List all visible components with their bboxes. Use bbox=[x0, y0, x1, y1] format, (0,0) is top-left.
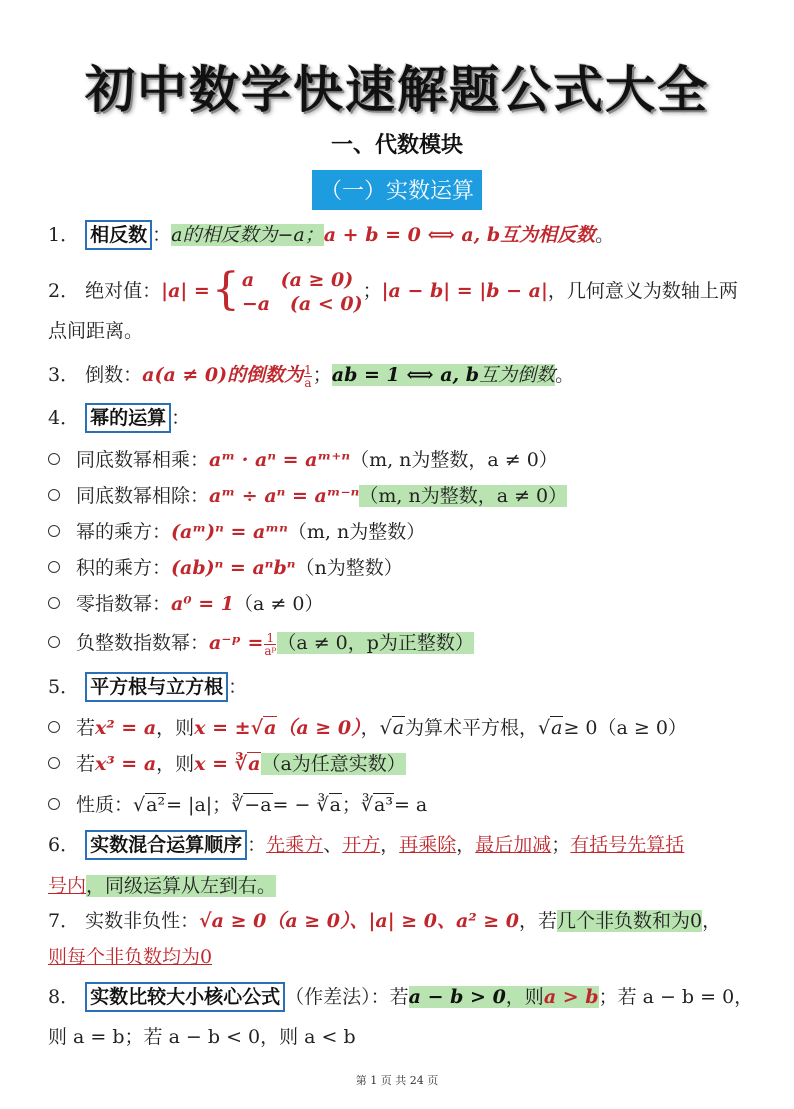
rule-note: （n为整数） bbox=[295, 557, 403, 579]
circle-bullet-icon bbox=[48, 757, 60, 769]
denominator: aᵖ bbox=[264, 643, 277, 658]
rule-text: ，则 bbox=[156, 753, 195, 775]
radicand: a² bbox=[146, 794, 166, 816]
rule-note: （a ≠ 0） bbox=[234, 593, 324, 615]
formula-text: 互为倒数 bbox=[479, 364, 556, 386]
formula-condition: （a ≥ 0） bbox=[277, 717, 361, 739]
rule-note: （m, n为整数，a ≠ 0） bbox=[350, 449, 558, 471]
step-text: 开方 bbox=[342, 834, 381, 856]
step-text: 最后加减 bbox=[475, 834, 552, 856]
formula-part: x = ∛ bbox=[194, 753, 248, 775]
keyword-box: 实数比较大小核心公式 bbox=[85, 982, 285, 1012]
item-text: ，则 bbox=[505, 986, 544, 1008]
rule-label: 积的乘方： bbox=[76, 557, 172, 579]
colon: ： bbox=[171, 407, 191, 429]
formula-lhs: |a| = bbox=[161, 280, 210, 302]
item-continuation bbox=[48, 942, 764, 972]
rule-note: （m, n为整数，a ≠ 0） bbox=[359, 485, 568, 507]
power-rule bbox=[48, 553, 764, 583]
item-number: 4． bbox=[48, 407, 80, 429]
keyword-box: 幂的运算 bbox=[85, 403, 171, 433]
radical-sign: √ bbox=[133, 794, 146, 816]
item-number: 2． bbox=[48, 280, 80, 302]
formula: a(a ≠ 0)的倒数为 bbox=[142, 364, 304, 386]
formula: a − b > 0 bbox=[408, 986, 506, 1008]
item-label: 绝对值： bbox=[85, 280, 162, 302]
rule-text: ；∛ bbox=[341, 794, 373, 816]
item-text: ；若 a − b = 0， bbox=[598, 986, 754, 1008]
item-number: 5． bbox=[48, 676, 80, 698]
formula bbox=[194, 752, 261, 775]
colon: ： bbox=[228, 676, 248, 698]
page-footer: 第 1 页 共 24 页 bbox=[355, 1074, 439, 1087]
separator: ； bbox=[551, 834, 571, 856]
section-heading: （一）实数运算 bbox=[312, 170, 482, 210]
rule-text: 性质： bbox=[76, 794, 134, 816]
module-heading: 一、代数模块 bbox=[330, 133, 463, 158]
formula: aᵐ · aⁿ = aᵐ⁺ⁿ bbox=[209, 449, 351, 471]
separator: ， bbox=[702, 910, 722, 932]
circle-bullet-icon bbox=[48, 798, 60, 810]
highlight-definition: a的相反数为−a； bbox=[171, 224, 324, 246]
highlight-formula bbox=[332, 364, 555, 386]
keyword-box: 实数混合运算顺序 bbox=[85, 830, 247, 860]
formula: a + b = 0 ⟺ a, b互为相反数 bbox=[323, 224, 596, 246]
formula: √a ≥ 0（a ≥ 0）、|a| ≥ 0、a² ≥ 0 bbox=[199, 910, 520, 932]
separator: ， bbox=[360, 717, 380, 739]
item-comparison bbox=[48, 982, 764, 1012]
radicand: a bbox=[551, 717, 563, 739]
item-text: ，几何意义为数轴上两 bbox=[547, 280, 738, 302]
power-rule bbox=[48, 445, 764, 475]
circle-bullet-icon bbox=[48, 721, 60, 733]
root-rule bbox=[48, 790, 764, 820]
rule-text: 为算术平方根， bbox=[405, 717, 539, 739]
power-rule bbox=[48, 628, 764, 658]
step-text: 有括号先算括 bbox=[570, 834, 685, 856]
separator: ； bbox=[312, 364, 332, 386]
item-reciprocal bbox=[48, 360, 764, 390]
fraction bbox=[264, 632, 276, 657]
conclusion-text: 则每个非负数均为0 bbox=[48, 946, 213, 968]
separator: ， bbox=[456, 834, 476, 856]
left-brace-icon: { bbox=[211, 264, 240, 315]
item-powers bbox=[48, 403, 764, 433]
formula: a⁻ᵖ = bbox=[209, 632, 264, 654]
rule-text: 若 bbox=[76, 717, 96, 739]
formula: a > b bbox=[543, 986, 599, 1008]
numerator: 1 bbox=[304, 362, 312, 377]
item-number: 6． bbox=[48, 834, 80, 856]
item-number: 7． bbox=[48, 910, 80, 932]
circle-bullet-icon bbox=[48, 597, 60, 609]
rule-note: （m, n为整数） bbox=[287, 521, 426, 543]
formula: x³ = a bbox=[95, 753, 157, 775]
circle-bullet-icon bbox=[48, 525, 60, 537]
rule-label: 幂的乘方： bbox=[76, 521, 172, 543]
rule-text: = |a|；∛ bbox=[166, 794, 244, 816]
power-rule bbox=[48, 589, 764, 619]
item-label: 实数非负性： bbox=[85, 910, 200, 932]
numerator: 1 bbox=[264, 632, 276, 645]
radicand: −a bbox=[244, 794, 272, 816]
rule-label: 负整数指数幂： bbox=[76, 632, 210, 654]
fraction bbox=[304, 364, 312, 389]
formula: x² = a bbox=[95, 717, 157, 739]
item-roots bbox=[48, 672, 764, 702]
rule-note: （a为任意实数） bbox=[261, 753, 406, 775]
item-text: ，若 bbox=[519, 910, 558, 932]
circle-bullet-icon bbox=[48, 453, 60, 465]
step-text: 再乘除 bbox=[399, 834, 457, 856]
circle-bullet-icon bbox=[48, 636, 60, 648]
power-rule bbox=[48, 481, 764, 511]
power-rule bbox=[48, 517, 764, 547]
item-continuation: 则 a = b；若 a − b < 0，则 a < b bbox=[48, 1026, 356, 1048]
separator: ， bbox=[380, 834, 400, 856]
colon: ： bbox=[152, 224, 172, 246]
period: 。 bbox=[555, 364, 575, 386]
rule-note: （a ≠ 0，p为正整数） bbox=[277, 632, 474, 654]
formula-part: x = ± bbox=[194, 717, 251, 739]
radicand: a bbox=[248, 753, 261, 775]
piecewise-cases bbox=[242, 268, 363, 316]
rule-label: 同底数幂相除： bbox=[76, 485, 210, 507]
item-order-of-operations bbox=[48, 830, 764, 860]
item-non-negativity bbox=[48, 906, 764, 936]
item-opposite-number bbox=[48, 220, 764, 250]
keyword-box: 平方根与立方根 bbox=[85, 672, 228, 702]
item-continuation bbox=[48, 871, 764, 901]
page-title: 初中数学快速解题公式大全 bbox=[85, 61, 709, 119]
formula: a⁰ = 1 bbox=[171, 593, 235, 615]
radicand: a bbox=[264, 717, 277, 739]
formula: ab = 1 ⟺ a, b bbox=[331, 364, 480, 386]
item-number: 3． bbox=[48, 364, 80, 386]
radicand: a³ bbox=[374, 794, 393, 816]
item-absolute-value bbox=[48, 264, 764, 316]
item-number: 1． bbox=[48, 224, 80, 246]
rule-text: = a bbox=[393, 794, 428, 816]
radicand: a bbox=[392, 717, 405, 739]
rule-label: 零指数幂： bbox=[76, 593, 172, 615]
colon: ： bbox=[247, 834, 267, 856]
root-rule bbox=[48, 749, 764, 779]
separator: ； bbox=[362, 280, 382, 302]
highlight-formula bbox=[409, 986, 599, 1008]
period: 。 bbox=[595, 224, 615, 246]
rule-text: 若 bbox=[76, 753, 96, 775]
rule-text: ，则 bbox=[156, 717, 195, 739]
highlight-text: ，同级运算从左到右。 bbox=[86, 875, 277, 897]
item-continuation: 点间距离。 bbox=[48, 320, 144, 342]
case-condition: (a < 0) bbox=[289, 293, 363, 315]
case-condition: (a ≥ 0) bbox=[280, 269, 354, 291]
keyword-box: 相反数 bbox=[85, 220, 152, 250]
root-rule: 若x² = a，则x = ±√a（a ≥ 0），√a为算术平方根，√a≥ 0（a ≥ 0） bbox=[48, 713, 764, 743]
step-text: 先乘方 bbox=[266, 834, 324, 856]
highlight-text: 几个非负数和为0 bbox=[557, 910, 703, 932]
radicand: a bbox=[329, 794, 341, 816]
denominator: a bbox=[304, 375, 312, 390]
formula: aᵐ ÷ aⁿ = aᵐ⁻ⁿ bbox=[209, 485, 360, 507]
item-text: （作差法）：若 bbox=[285, 986, 409, 1008]
item-label: 倒数： bbox=[85, 364, 143, 386]
section-heading-wrap bbox=[0, 170, 794, 210]
case-value: −a bbox=[241, 293, 271, 315]
item-number: 8． bbox=[48, 986, 80, 1008]
separator: 、 bbox=[323, 834, 343, 856]
rule-label: 同底数幂相乘： bbox=[76, 449, 210, 471]
formula: (ab)ⁿ = aⁿbⁿ bbox=[171, 557, 296, 579]
circle-bullet-icon bbox=[48, 561, 60, 573]
case-value: a bbox=[241, 269, 255, 291]
rule-text: ≥ 0（a ≥ 0） bbox=[563, 717, 687, 739]
formula: (aᵐ)ⁿ = aᵐⁿ bbox=[171, 521, 288, 543]
step-text: 号内 bbox=[48, 875, 87, 897]
formula: |a − b| = |b − a| bbox=[381, 280, 548, 302]
rule-text: = − ∛ bbox=[272, 794, 329, 816]
circle-bullet-icon bbox=[48, 489, 60, 501]
formula: x = ±√a bbox=[194, 717, 277, 739]
